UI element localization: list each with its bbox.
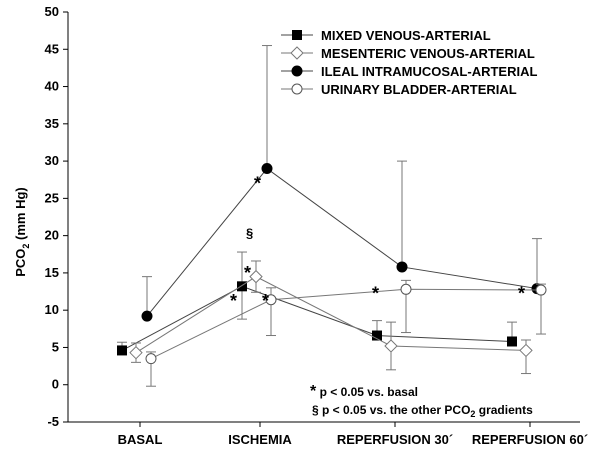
significance-mark: * (230, 290, 238, 311)
y-tick-label: 40 (44, 78, 59, 94)
data-point (401, 284, 411, 294)
data-point (118, 346, 127, 355)
legend (281, 28, 537, 97)
significance-mark: * (372, 283, 380, 304)
x-tick-label: REPERFUSION 60´ (471, 432, 589, 447)
data-point (291, 47, 303, 59)
note-basal: * p < 0.05 vs. basal (310, 383, 418, 400)
y-axis-label: $PCO_2$ (mm Hg) (13, 187, 31, 277)
y-tick-label: 10 (44, 302, 59, 318)
significance-mark: * (254, 173, 262, 194)
data-point (508, 337, 517, 346)
y-tick-label: 35 (44, 115, 59, 131)
significance-mark: § (246, 225, 254, 241)
legend-label: MESENTERIC VENOUS-ARTERIAL (321, 46, 535, 61)
y-tick-label: 45 (44, 41, 59, 57)
data-point (250, 271, 262, 283)
legend-label: MIXED VENOUS-ARTERIAL (321, 28, 491, 43)
y-tick-label: 15 (44, 264, 59, 280)
x-tick-label: ISCHEMIA (228, 432, 292, 447)
y-tick-label: 20 (44, 227, 59, 243)
series-1 (117, 252, 517, 355)
y-tick-label: -5 (47, 414, 59, 429)
legend-item (281, 46, 535, 61)
data-point (142, 311, 152, 321)
y-tick-label: 5 (51, 339, 59, 355)
significance-mark: * (244, 263, 252, 284)
data-point (385, 340, 397, 352)
legend-label: URINARY BLADDER-ARTERIAL (321, 82, 517, 97)
significance-mark: * (518, 283, 526, 304)
series-line (136, 277, 526, 353)
series-4 (146, 280, 546, 386)
notes (310, 383, 533, 419)
significance-mark: * (262, 290, 270, 311)
data-point (292, 66, 302, 76)
x-tick-label: BASAL (117, 432, 163, 447)
x-tick-labels (118, 432, 589, 447)
legend-item (281, 82, 517, 97)
data-point (262, 164, 272, 174)
data-point (292, 84, 302, 94)
y-tick-label: 30 (44, 153, 59, 169)
data-point (397, 262, 407, 272)
data-point (146, 354, 156, 364)
data-point (536, 285, 546, 295)
y-tick-labels (45, 4, 59, 429)
legend-item (281, 64, 537, 79)
y-tick-label: 25 (44, 190, 59, 206)
note-other-gradients: § p < 0.05 vs. the other $PCO_2$ gradients (312, 403, 533, 419)
x-tick-label: REPERFUSION 30´ (336, 432, 454, 447)
data-point (130, 347, 142, 359)
y-tick-label: 0 (51, 376, 59, 392)
y-tick-label: 50 (44, 4, 59, 19)
data-point (293, 31, 302, 40)
data-point (520, 344, 532, 356)
legend-item (281, 28, 491, 43)
legend-label: ILEAL INTRAMUCOSAL-ARTERIAL (321, 64, 538, 79)
